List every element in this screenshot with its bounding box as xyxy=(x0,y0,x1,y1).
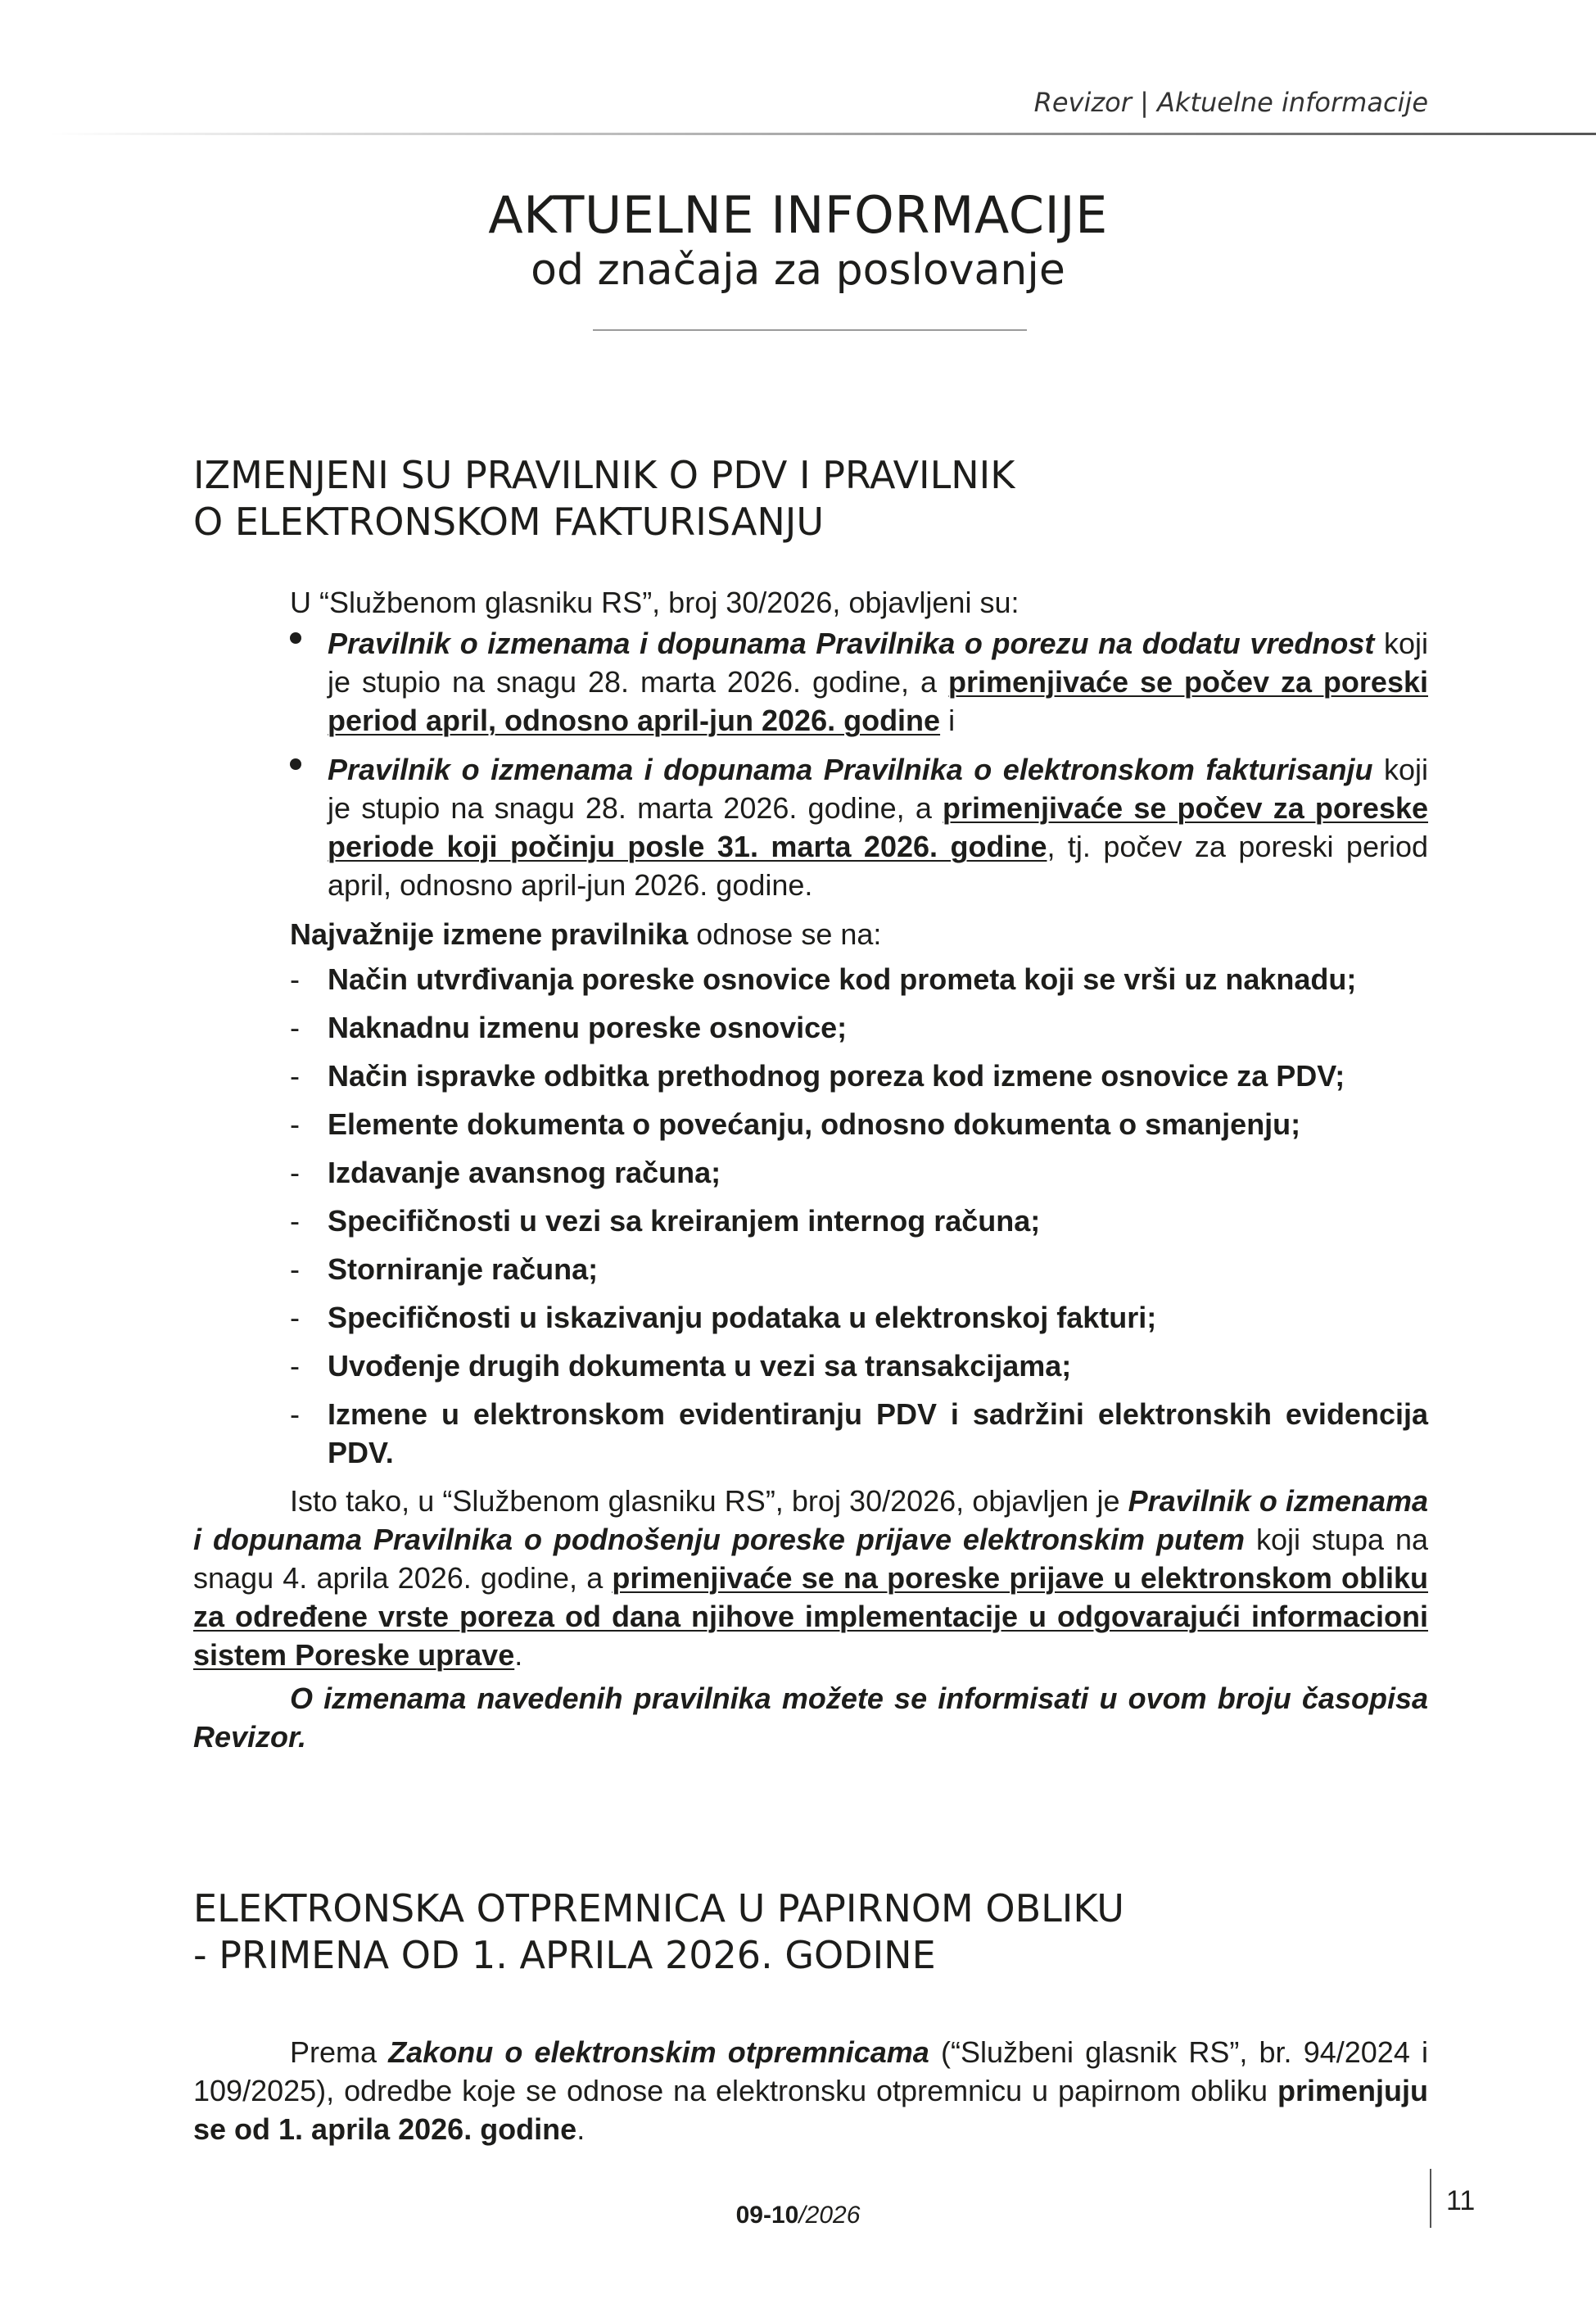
dash-marker: - xyxy=(290,1397,300,1431)
dash-marker: - xyxy=(290,1107,300,1141)
list-item: - Izmene u elektronskom evidentiranju PDV i sadržini elektronskih evidencija PDV. xyxy=(328,1395,1428,1472)
bullet-icon xyxy=(290,632,301,644)
bullet-icon xyxy=(290,758,301,770)
regulation-emphasis: primenjivaće se počev za poreski period april, odnosno april-jun 2026. godine xyxy=(328,665,1428,737)
header-rule xyxy=(49,133,1596,135)
section2-paragraph: Prema Zakonu o elektronskim otpremnicama (“Službeni glasnik RS”, br. 94/2024 i 109/2025), odredbe koje se odnose na elektronsku otpremnicu u papirnom obliku primenjuju se od 1. aprila 2026. godine. xyxy=(193,2035,1428,2146)
changes-lead xyxy=(193,915,1428,953)
section2-heading-line2: - PRIMENA OD 1. APRILA 2026. GODINE xyxy=(193,1933,936,1977)
regulation-emphasis: primenjivaće se na poreske prijave u elektronskom obliku za određene vrste poreza od dana njihove implementacije u odgovarajući informacioni sistem Poreske uprave xyxy=(193,1561,1428,1672)
title-divider xyxy=(593,329,1027,331)
list-item xyxy=(328,624,1428,740)
section1-body xyxy=(193,583,1428,1756)
list-item: - Storniranje računa; xyxy=(328,1250,1428,1288)
dash-marker: - xyxy=(290,962,300,996)
list-item: - Način utvrđivanja poreske osnovice kod prometa koji se vrši uz naknadu; xyxy=(328,960,1428,998)
section1-heading-line1: IZMENJENI SU PRAVILNIK O PDV I PRAVILNIK xyxy=(193,453,1015,497)
regulation-text: koji je stupio na snagu 28. marta 2026. godine, a xyxy=(328,753,1428,825)
issue-number: 09-10/2026 xyxy=(735,2202,861,2229)
page-number: 11 xyxy=(1446,2185,1476,2216)
dash-marker: - xyxy=(290,1301,300,1334)
law-title: Zakonu o elektronskim otpremnicama xyxy=(388,2035,929,2069)
list-item: - Izdavanje avansnog računa; xyxy=(328,1153,1428,1192)
list-item: - Uvođenje drugih dokumenta u vezi sa transakcijama; xyxy=(328,1347,1428,1385)
changes-lead-rest: odnose se na: xyxy=(688,917,882,951)
list-item: - Elemente dokumenta o povećanju, odnosno dokumenta o smanjenju; xyxy=(328,1105,1428,1143)
regulation-text-end: i xyxy=(940,704,956,737)
page-subtitle: od značaja za poslovanje xyxy=(531,246,1065,295)
dash-marker: - xyxy=(290,1059,300,1093)
list-item xyxy=(328,750,1428,904)
section2-heading xyxy=(193,1885,1422,1979)
dash-marker: - xyxy=(290,1156,300,1189)
regulation-text: koji je stupio na snagu 28. marta 2026. godine, a xyxy=(328,627,1428,699)
section1-paragraph3: O izmenama navedenih pravilnika možete se informisati u ovom broju časopisa Revizor. xyxy=(193,1682,1428,1754)
regulation-title: Pravilnik o izmenama i dopunama Pravilnika o podnošenju poreske prijave elektronskim putem xyxy=(193,1484,1429,1556)
list-item: - Specifičnosti u vezi sa kreiranjem internog računa; xyxy=(328,1202,1428,1240)
dash-marker: - xyxy=(290,1252,300,1286)
dash-marker: - xyxy=(290,1011,300,1044)
changes-lead-bold: Najvažnije izmene pravilnika xyxy=(290,917,689,951)
regulation-title: Pravilnik o izmenama i dopunama Pravilnika o elektronskom fakturisanju xyxy=(328,753,1373,786)
section2-heading-line1: ELEKTRONSKA OTPREMNICA U PAPIRNOM OBLIKU xyxy=(193,1886,1124,1930)
section2-body xyxy=(193,2033,1428,2148)
section1-intro: U “Službenom glasniku RS”, broj 30/2026, objavljeni su: xyxy=(290,586,1020,619)
changes-list xyxy=(193,960,1428,1472)
regulation-text-end: , tj. počev za poreski period april, odnosno april-jun 2026. godine. xyxy=(328,830,1428,902)
regulation-emphasis: primenjivaće se počev za poreske periode koji počinju posle 31. marta 2026. godine xyxy=(328,791,1429,863)
regulations-list xyxy=(193,624,1428,904)
list-item: - Naknadnu izmenu poreske osnovice; xyxy=(328,1008,1428,1047)
section1-heading xyxy=(193,452,1422,545)
running-header: Revizor | Aktuelne informacije xyxy=(1033,87,1428,118)
section1-heading-line2: O ELEKTRONSKOM FAKTURISANJU xyxy=(193,500,824,544)
effective-date: primenjuju se od 1. aprila 2026. godine xyxy=(193,2074,1428,2146)
list-item: - Način ispravke odbitka prethodnog poreza kod izmene osnovice za PDV; xyxy=(328,1057,1428,1095)
section1-paragraph2: Isto tako, u “Službenom glasniku RS”, broj 30/2026, objavljen je Pravilnik o izmenama i dopunama Pravilnika o podnošenju poreske prijave elektronskim putem koji stupa na snagu 4. aprila 2026. godine, a primenjivaće se na poreske prijave u elektronskom obliku za određene vrste poreza od dana njihove implementacije u odgovarajući informacioni sistem Poreske uprave. xyxy=(193,1484,1429,1672)
dash-marker: - xyxy=(290,1204,300,1238)
dash-marker: - xyxy=(290,1349,300,1383)
list-item: - Specifičnosti u iskazivanju podataka u elektronskoj fakturi; xyxy=(328,1298,1428,1337)
footer-divider xyxy=(1430,2169,1431,2228)
regulation-title: Pravilnik o izmenama i dopunama Pravilnika o porezu na dodatu vrednost xyxy=(328,627,1375,660)
page-title: AKTUELNE INFORMACIJE xyxy=(488,185,1108,245)
